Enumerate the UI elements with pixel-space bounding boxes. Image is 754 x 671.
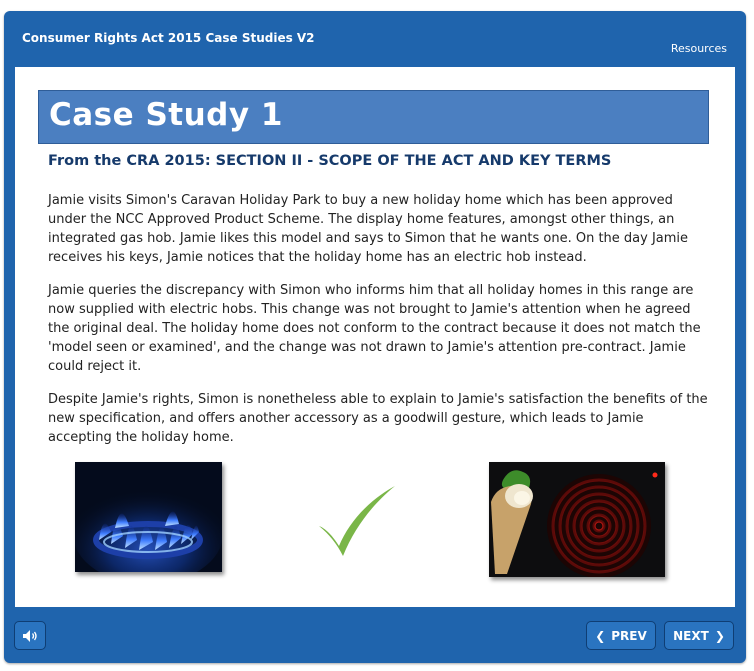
chevron-right-icon: ❯ xyxy=(714,628,725,643)
slide-title: Case Study 1 xyxy=(49,97,283,133)
prev-label: PREV xyxy=(611,628,647,643)
gas-hob-image xyxy=(75,462,222,572)
audio-button[interactable] xyxy=(14,621,46,650)
title-banner xyxy=(38,90,709,144)
checkmark-icon xyxy=(315,484,397,559)
player-frame xyxy=(4,11,746,663)
prev-button[interactable] xyxy=(586,621,656,650)
next-label: NEXT xyxy=(673,628,709,643)
slide-content xyxy=(15,67,735,607)
electric-hob-image xyxy=(489,462,665,577)
resources-link[interactable]: Resources xyxy=(670,42,727,55)
paragraph-3: Despite Jamie's rights, Simon is nonetheless able to explain to Jamie's satisfaction the benefits of the new specification, and offers another accessory as a goodwill gesture, which leads to Jamie accepting the holiday home. xyxy=(48,392,708,445)
chevron-left-icon: ❮ xyxy=(595,628,606,643)
paragraph-2: Jamie queries the discrepancy with Simon who informs him that all holiday homes in this range are now supplied with electric hobs. This change was not brought to Jamie's attention when he agreed the original deal. The holiday home does not conform to the contract because it does not match the 'model seen or examined', and the change was not drawn to Jamie's attention pre-contract. Jamie could reject it. xyxy=(48,283,701,374)
section-heading: From the CRA 2015: SECTION II - SCOPE OF THE ACT AND KEY TERMS xyxy=(48,153,612,169)
bottom-bar xyxy=(4,608,746,663)
top-bar xyxy=(4,11,746,67)
course-title: Consumer Rights Act 2015 Case Studies V2 xyxy=(22,31,315,45)
next-button[interactable] xyxy=(664,621,734,650)
speaker-icon xyxy=(22,629,38,643)
paragraph-1: Jamie visits Simon's Caravan Holiday Park to buy a new holiday home which has been approved under the NCC Approved Product Scheme. The display home features, amongst other things, an integrated gas hob. Jamie likes this model and says to Simon that he wants one. On the day Jamie receives his keys, Jamie notices that the holiday home has an electric hob instead. xyxy=(48,193,689,265)
